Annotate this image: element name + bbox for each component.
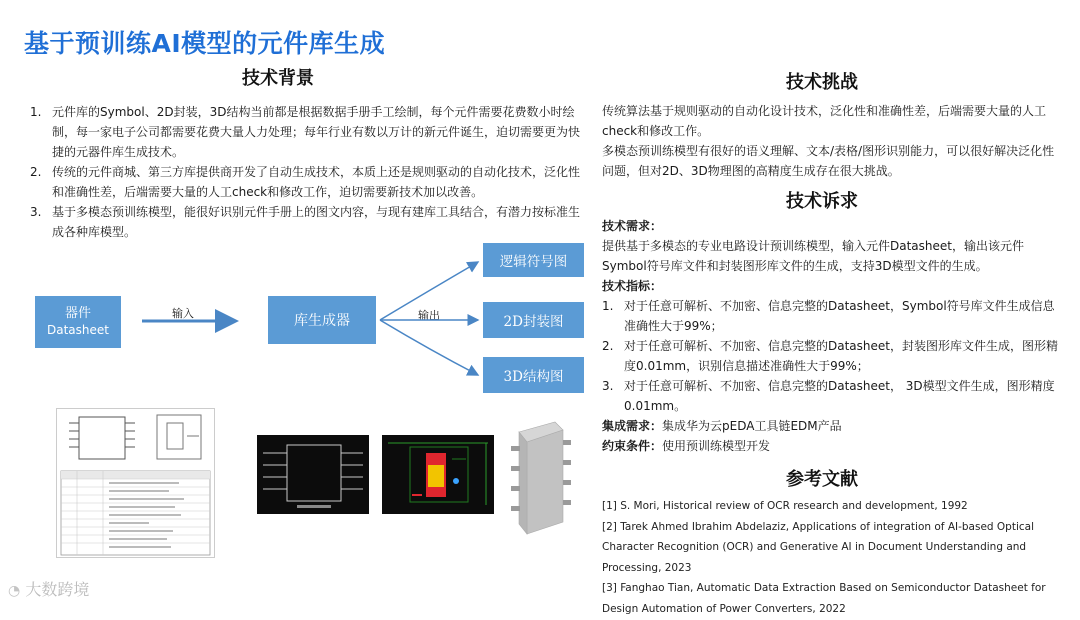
background-item-3: 3. 基于多模态预训练模型，能很好识别元件手册上的图文内容，与现有建库工具结合，有潜力按标准生成各种库模型。: [30, 205, 581, 239]
metric-item-1: 1. 对于任意可解析、不加密、信息完整的Datasheet，Symbol符号库文件生成信息准确性大于99%；: [602, 299, 1055, 333]
datasheet-box-line1: 器件: [64, 306, 91, 321]
integration-line: [602, 416, 1062, 436]
output-arrow-label: 输出: [418, 309, 440, 322]
constraint-label: 约束条件：: [602, 439, 663, 453]
symbol-schematic-drawing: [257, 435, 369, 514]
metric-list: [602, 296, 1062, 416]
references-list: [602, 496, 1072, 620]
output-arrow-bottom: [380, 320, 478, 375]
flow-arrows: [0, 0, 600, 420]
output-arrow-top: [380, 262, 478, 320]
page-title: 基于预训练AI模型的元件库生成: [24, 29, 386, 58]
requirement-text: 提供基于多模态的专业电路设计预训练模型，输入元件Datasheet，输出该元件Symbol符号库文件和封装图形库文件的生成，支持3D模型文件的生成。: [602, 239, 1024, 273]
watermark-logo-icon: ◔: [8, 583, 21, 599]
footprint-2d-drawing: [382, 435, 494, 514]
constraint-line: [602, 436, 1062, 456]
challenge-text: [602, 101, 1057, 181]
library-generator-box: 库生成器: [268, 296, 376, 344]
reference-item-2: [2] Tarek Ahmed Ibrahim Abdelaziz, Applications of integration of AI-based Optical Character Recognition (OCR) and Generative AI in Document Understanding and Processing, 2023: [602, 520, 1035, 574]
challenge-heading: 技术挑战: [786, 72, 858, 93]
background-item-2: 2. 传统的元件商城、第三方库提供商开发了自动生成技术，本质上还是规则驱动的自动化技术，泛化性和准确性差，后端需要大量的人工check和修改工作，迫切需要新技术加以改善。: [30, 165, 581, 199]
datasheet-box-line2: Datasheet: [47, 323, 109, 337]
footprint-2d-thumbnail: [382, 435, 494, 514]
demand-heading: 技术诉求: [786, 191, 858, 212]
reference-item-1: [1] S. Mori, Historical review of OCR research and development, 1992: [602, 500, 968, 512]
integration-text: 集成华为云pEDA工具链EDM产品: [662, 419, 842, 433]
background-item-1: 1. 元件库的Symbol、2D封装，3D结构当前都是根据数据手册手工绘制，每个元件需要花费数小时绘制，每一家电子公司都需要花费大量人力处理；每年行业有数以万计的新元件诞生，迫切需要更为快捷的元器件库生成技术。: [30, 105, 581, 159]
challenge-paragraph-1: 传统算法基于规则驱动的自动化设计技术，泛化性和准确性差，后端需要大量的人工check和修改工作。: [602, 104, 1047, 138]
integration-label: 集成需求：: [602, 419, 663, 433]
constraint-text: 使用预训练模型开发: [662, 439, 771, 453]
reference-item-3: [3] Fanghao Tian, Automatic Data Extraction Based on Semiconductor Datasheet for Design Automation of Power Converters, 2022: [602, 582, 1046, 615]
references-heading: 参考文献: [786, 469, 858, 490]
input-arrow-label: 输入: [172, 307, 194, 320]
output-3d-box: 3D结构图: [483, 357, 584, 393]
requirement-label: 技术需求：: [602, 219, 663, 233]
demand-section: [602, 216, 1062, 456]
model-3d-thumbnail: [505, 418, 573, 538]
output-symbol-box: 逻辑符号图: [483, 243, 584, 277]
datasheet-thumbnail: [56, 408, 215, 558]
metric-item-3: 3. 对于任意可解析、不加密、信息完整的Datasheet， 3D模型文件生成，图形精度0.01mm。: [602, 379, 1055, 413]
datasheet-thumbnail-drawing: [57, 409, 214, 557]
background-heading: 技术背景: [242, 68, 314, 89]
metric-label: 技术指标：: [602, 279, 663, 293]
watermark: [8, 577, 89, 600]
challenge-paragraph-2: 多模态预训练模型有很好的语义理解、文本/表格/图形识别能力，可以很好解决泛化性问题，但对2D、3D物理图的高精度生成存在很大挑战。: [602, 144, 1055, 178]
symbol-schematic-thumbnail: [257, 435, 369, 514]
watermark-text: 大数跨境: [25, 580, 90, 599]
metric-item-2: 2. 对于任意可解析、不加密、信息完整的Datasheet，封装图形库文件生成，图形精度0.01mm，识别信息描述准确性大于99%；: [602, 339, 1058, 373]
output-2d-box: 2D封装图: [483, 302, 584, 338]
